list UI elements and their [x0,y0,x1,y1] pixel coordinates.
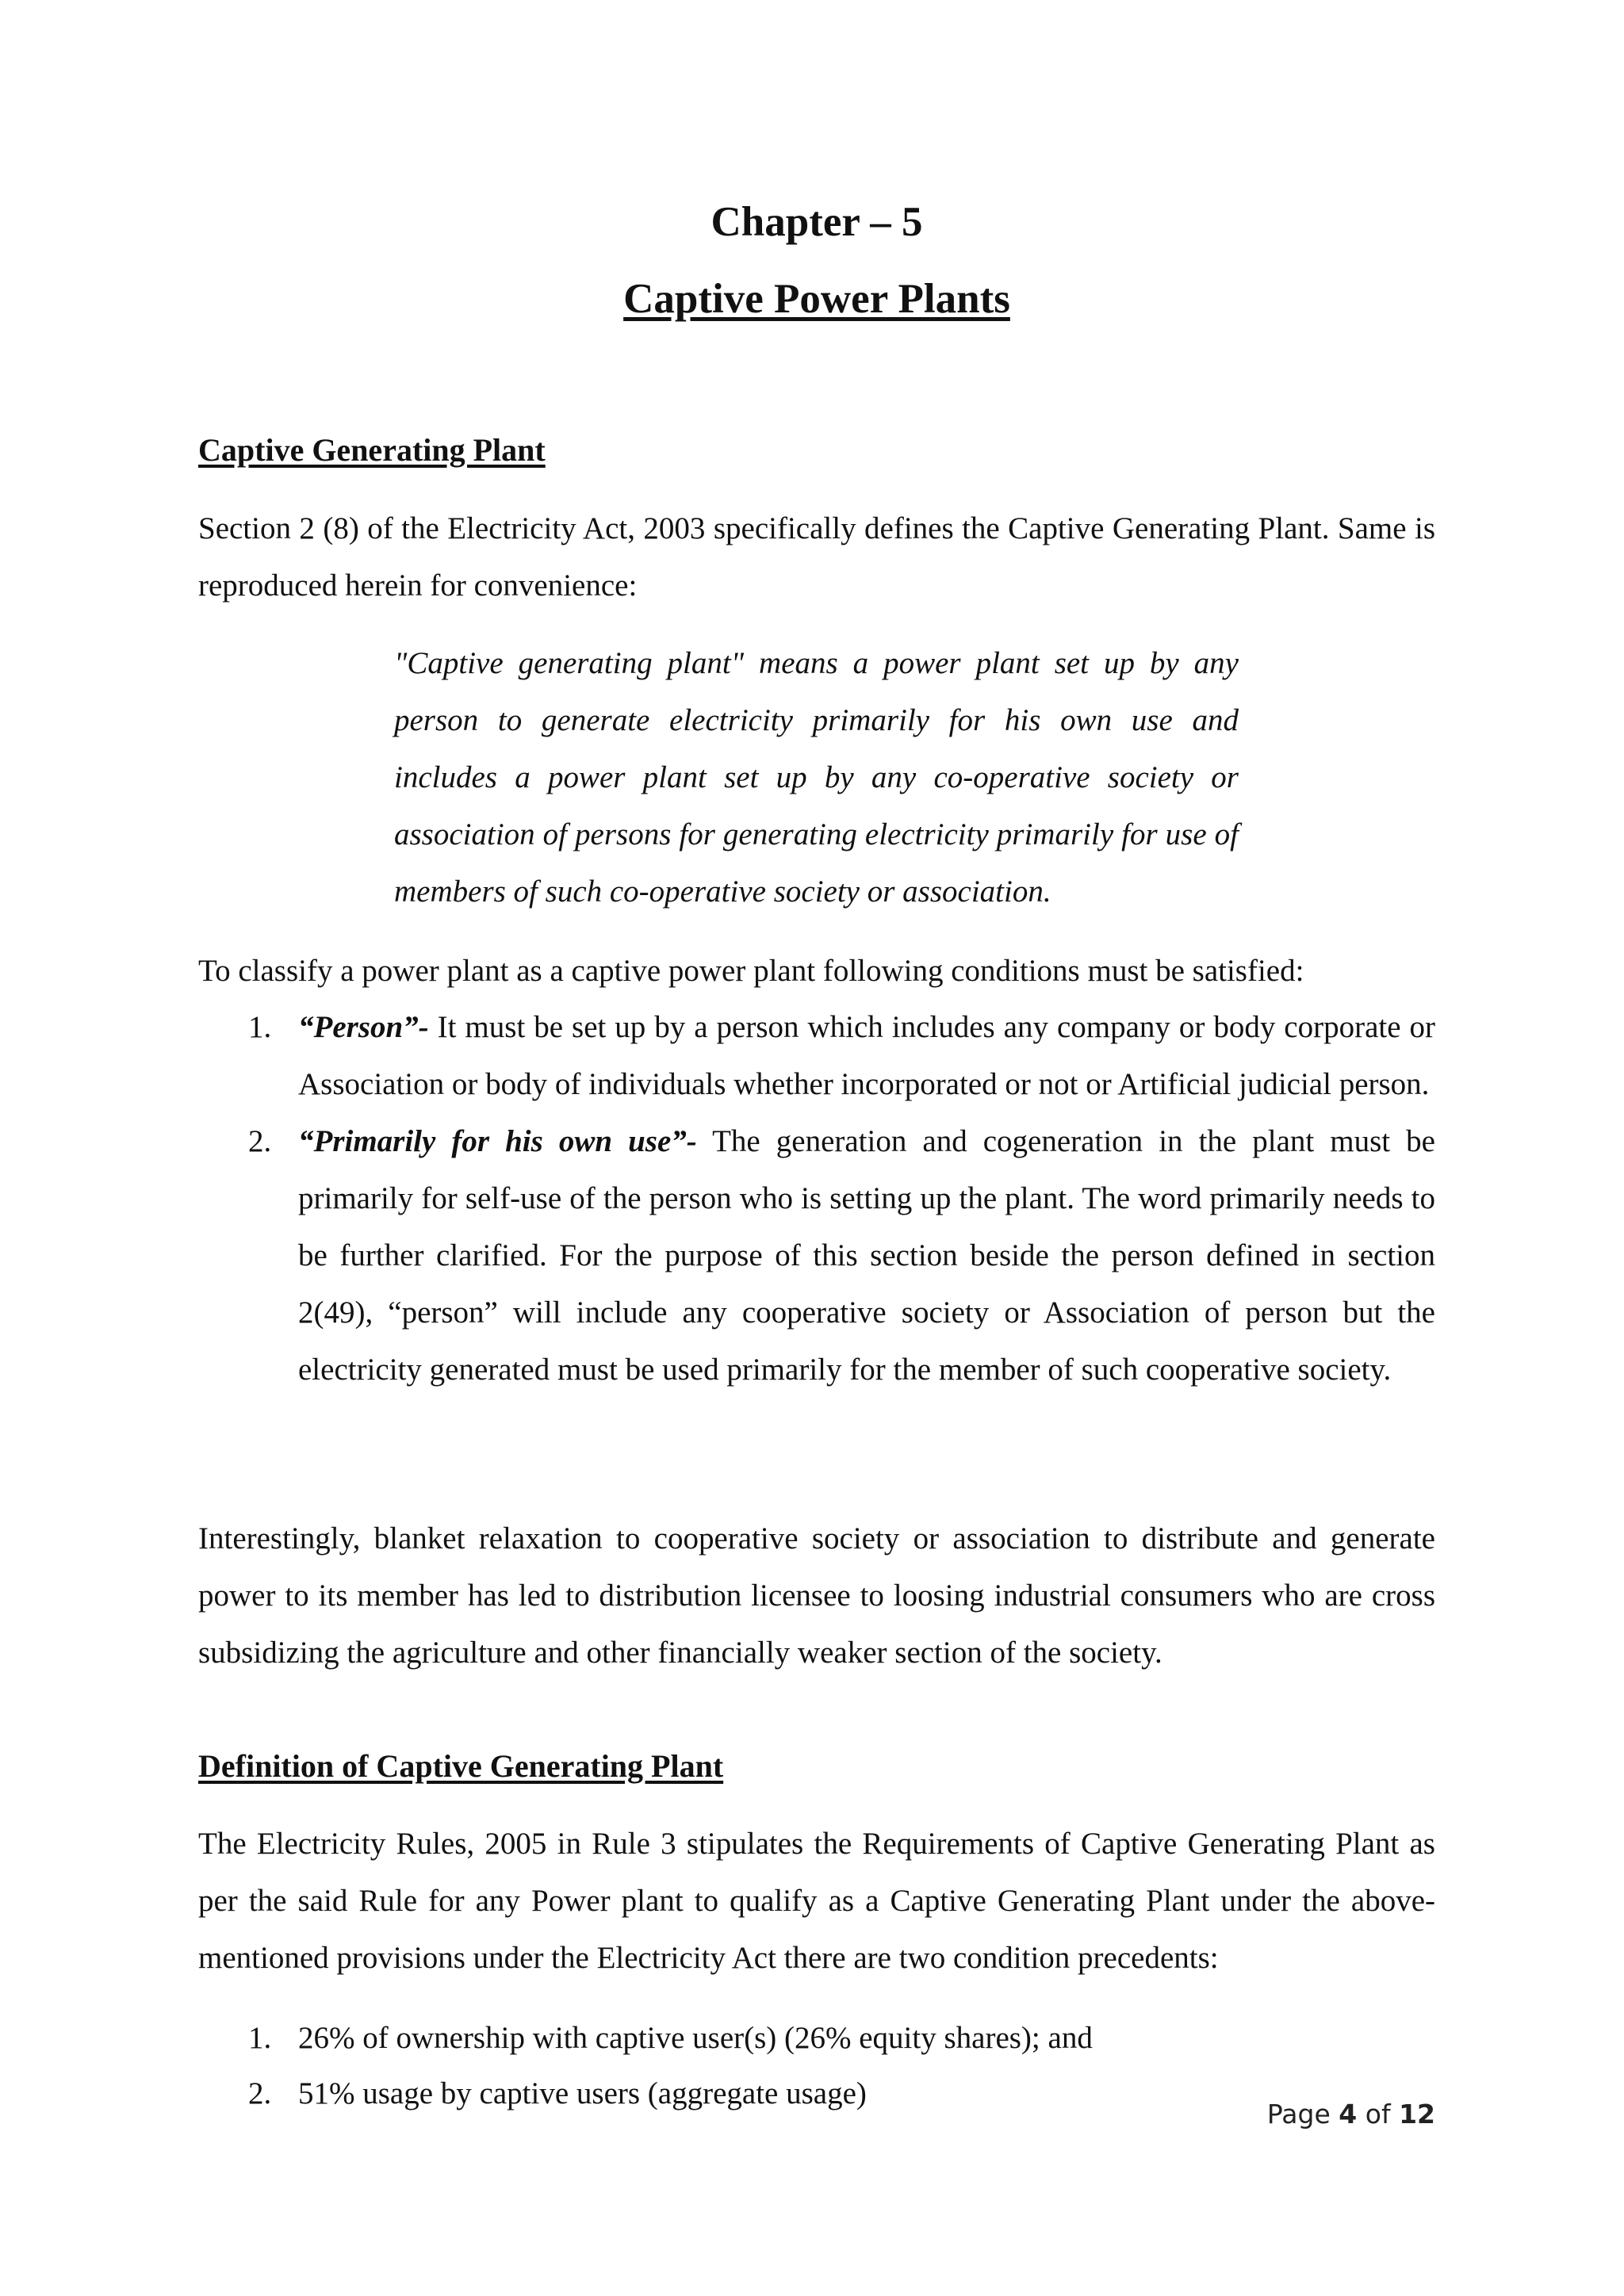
document-page [198,0,1435,2296]
current-page-number: 4 [1339,2099,1358,2130]
list-item-number: 2. [248,2076,272,2110]
list-item-term: “Primarily for his own use”- [298,1124,697,1158]
section1-intro-paragraph: Section 2 (8) of the Electricity Act, 2003 specifically defines the Captive Generating Plant. Same is reproduced herein for convenience: [198,511,1435,603]
section-heading-definition: Definition of Captive Generating Plant [198,1748,724,1784]
list-item-number: 1. [248,2021,272,2055]
list-item-text: 51% usage by captive users (aggregate usage) [298,2076,867,2110]
closing-paragraph: Interestingly, blanket relaxation to cooperative society or association to distribute and generate power to its member has led to distribution licensee to loosing industrial consumers who are cross subsidizing the agriculture and other financially weaker section of the society. [198,1521,1435,1670]
requirements-list [198,2010,1435,2122]
list-item-text: The generation and cogeneration in the plant must be primarily for self-use of the person who is setting up the plant. The word primarily needs to be further clarified. For the purpose of this section beside the person defined in section 2(49), “person” will include any cooperative society or Association of person but the electricity generated must be used primarily for the member of such cooperative society. [298,1124,1435,1387]
list-item-term: “Person”- [298,1010,429,1044]
section-heading-captive-generating-plant: Captive Generating Plant [198,432,546,468]
list-item [198,1113,1435,1399]
section2-intro-paragraph: The Electricity Rules, 2005 in Rule 3 stipulates the Requirements of Captive Generating Plant as per the said Rule for any Power plant to qualify as a Captive Generating Plant under the above-mentioned provisions under the Electricity Act there are two condition precedents: [198,1827,1435,1975]
list-item-number: 1. [248,1010,272,1044]
of-label: of [1365,2099,1391,2130]
conditions-intro-paragraph: To classify a power plant as a captive power plant following conditions must be satisfied: [198,954,1304,988]
page-label: Page [1266,2099,1331,2130]
list-item [198,999,1435,1113]
list-item [198,2010,1435,2067]
page-number-footer [1267,2097,1435,2132]
act-definition-quote: "Captive generating plant" means a power plant set up by any person to generate electricity primarily for his own use and includes a power plant set up by any co-operative society or association of persons for generating electricity primarily for use of members of such co-operative society or association. [394,646,1239,909]
list-item-number: 2. [248,1124,272,1158]
list-item-text: It must be set up by a person which includes any company or body corporate or Association or body of individuals whether incorporated or not or Artificial judicial person. [298,1010,1435,1101]
conditions-list [198,999,1435,1399]
total-pages: 12 [1399,2099,1435,2130]
chapter-title-text: Captive Power Plants [623,276,1010,322]
chapter-title [198,274,1435,324]
list-item-text: 26% of ownership with captive user(s) (26% equity shares); and [298,2021,1093,2055]
list-item [198,2065,1435,2122]
chapter-number: Chapter – 5 [710,199,923,245]
